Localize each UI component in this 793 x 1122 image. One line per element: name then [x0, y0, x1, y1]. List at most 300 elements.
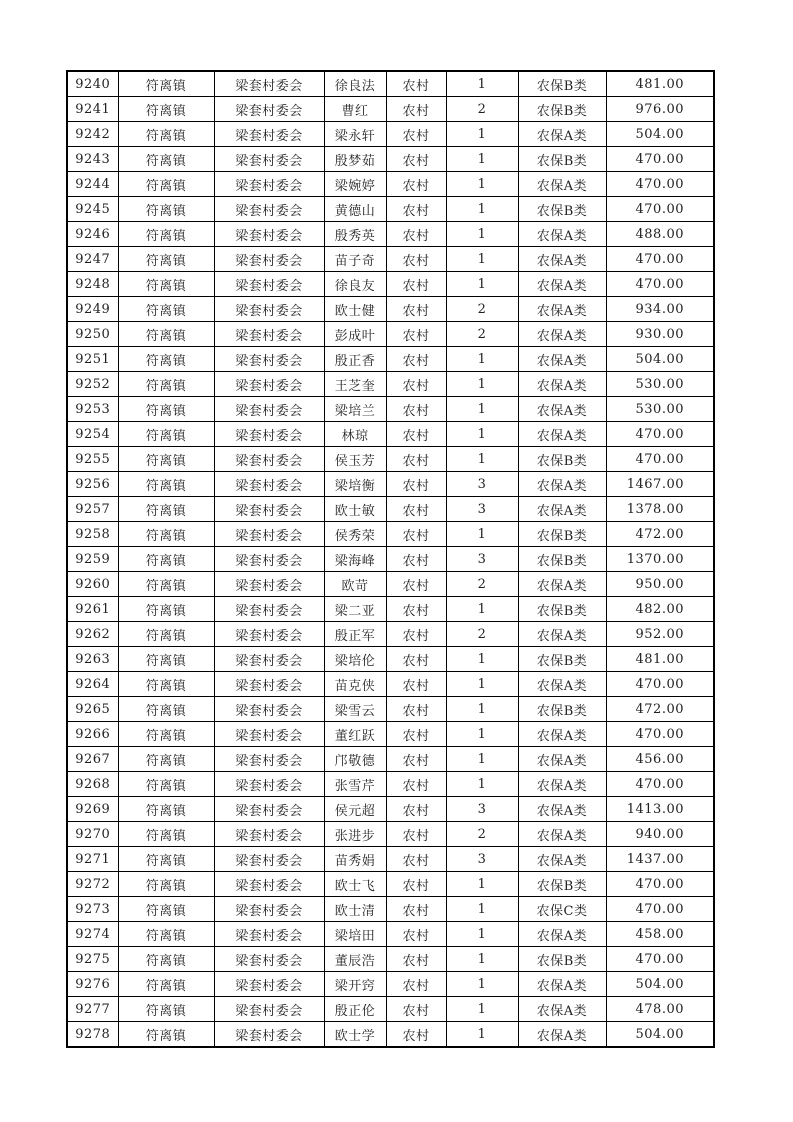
insurance-type-cell: 农保A类 [518, 347, 606, 372]
amount-cell: 470.00 [606, 147, 714, 172]
amount-cell: 470.00 [606, 772, 714, 797]
village-cell: 梁套村委会 [214, 197, 324, 222]
residence-cell: 农村 [386, 522, 446, 547]
name-cell: 梁永轩 [324, 122, 386, 147]
name-cell: 苗秀娟 [324, 847, 386, 872]
town-cell: 符离镇 [118, 197, 214, 222]
residence-cell: 农村 [386, 222, 446, 247]
amount-cell: 470.00 [606, 947, 714, 972]
village-cell: 梁套村委会 [214, 922, 324, 947]
count-cell: 1 [446, 247, 518, 272]
table-row [67, 997, 714, 1022]
village-cell: 梁套村委会 [214, 647, 324, 672]
name-cell: 梁培伦 [324, 647, 386, 672]
village-cell: 梁套村委会 [214, 122, 324, 147]
amount-cell: 488.00 [606, 222, 714, 247]
amount-cell: 472.00 [606, 697, 714, 722]
name-cell: 邝敬德 [324, 747, 386, 772]
village-cell: 梁套村委会 [214, 872, 324, 897]
serial-cell: 9252 [67, 372, 118, 397]
name-cell: 欧士飞 [324, 872, 386, 897]
insurance-type-cell: 农保A类 [518, 572, 606, 597]
table-row [67, 697, 714, 722]
village-cell: 梁套村委会 [214, 747, 324, 772]
amount-cell: 504.00 [606, 347, 714, 372]
residence-cell: 农村 [386, 472, 446, 497]
table-row [67, 647, 714, 672]
insurance-type-cell: 农保A类 [518, 822, 606, 847]
table-row [67, 897, 714, 922]
residence-cell: 农村 [386, 71, 446, 97]
town-cell: 符离镇 [118, 847, 214, 872]
town-cell: 符离镇 [118, 697, 214, 722]
town-cell: 符离镇 [118, 522, 214, 547]
town-cell: 符离镇 [118, 172, 214, 197]
amount-cell: 976.00 [606, 97, 714, 122]
count-cell: 1 [446, 272, 518, 297]
serial-cell: 9256 [67, 472, 118, 497]
name-cell: 梁开窍 [324, 972, 386, 997]
amount-cell: 478.00 [606, 997, 714, 1022]
serial-cell: 9278 [67, 1022, 118, 1048]
residence-cell: 农村 [386, 697, 446, 722]
name-cell: 张进步 [324, 822, 386, 847]
count-cell: 3 [446, 847, 518, 872]
amount-cell: 470.00 [606, 272, 714, 297]
insurance-type-cell: 农保A类 [518, 997, 606, 1022]
insurance-type-cell: 农保A类 [518, 322, 606, 347]
town-cell: 符离镇 [118, 372, 214, 397]
amount-cell: 1413.00 [606, 797, 714, 822]
table-row [67, 872, 714, 897]
village-cell: 梁套村委会 [214, 397, 324, 422]
insurance-type-cell: 农保A类 [518, 397, 606, 422]
table-row [67, 522, 714, 547]
amount-cell: 530.00 [606, 397, 714, 422]
town-cell: 符离镇 [118, 972, 214, 997]
count-cell: 1 [446, 422, 518, 447]
amount-cell: 470.00 [606, 872, 714, 897]
serial-cell: 9241 [67, 97, 118, 122]
village-cell: 梁套村委会 [214, 472, 324, 497]
town-cell: 符离镇 [118, 297, 214, 322]
village-cell: 梁套村委会 [214, 622, 324, 647]
town-cell: 符离镇 [118, 922, 214, 947]
residence-cell: 农村 [386, 547, 446, 572]
village-cell: 梁套村委会 [214, 547, 324, 572]
residence-cell: 农村 [386, 147, 446, 172]
table-row [67, 572, 714, 597]
village-cell: 梁套村委会 [214, 772, 324, 797]
residence-cell: 农村 [386, 297, 446, 322]
table-row [67, 922, 714, 947]
insurance-type-cell: 农保A类 [518, 622, 606, 647]
amount-cell: 458.00 [606, 922, 714, 947]
amount-cell: 481.00 [606, 647, 714, 672]
village-cell: 梁套村委会 [214, 597, 324, 622]
village-cell: 梁套村委会 [214, 422, 324, 447]
count-cell: 1 [446, 372, 518, 397]
name-cell: 梁婉婷 [324, 172, 386, 197]
name-cell: 欧士清 [324, 897, 386, 922]
insurance-type-cell: 农保B类 [518, 647, 606, 672]
insurance-type-cell: 农保A类 [518, 122, 606, 147]
serial-cell: 9240 [67, 71, 118, 97]
serial-cell: 9260 [67, 572, 118, 597]
amount-cell: 456.00 [606, 747, 714, 772]
name-cell: 黄德山 [324, 197, 386, 222]
town-cell: 符离镇 [118, 272, 214, 297]
serial-cell: 9275 [67, 947, 118, 972]
count-cell: 2 [446, 622, 518, 647]
insurance-type-cell: 农保B类 [518, 597, 606, 622]
residence-cell: 农村 [386, 347, 446, 372]
amount-cell: 504.00 [606, 1022, 714, 1048]
town-cell: 符离镇 [118, 822, 214, 847]
insurance-type-cell: 农保A类 [518, 1022, 606, 1048]
count-cell: 1 [446, 647, 518, 672]
town-cell: 符离镇 [118, 147, 214, 172]
table-row [67, 722, 714, 747]
serial-cell: 9242 [67, 122, 118, 147]
count-cell: 2 [446, 297, 518, 322]
town-cell: 符离镇 [118, 397, 214, 422]
insurance-type-cell: 农保A类 [518, 372, 606, 397]
residence-cell: 农村 [386, 97, 446, 122]
table-row [67, 147, 714, 172]
name-cell: 殷正香 [324, 347, 386, 372]
serial-cell: 9258 [67, 522, 118, 547]
village-cell: 梁套村委会 [214, 697, 324, 722]
insurance-type-cell: 农保A类 [518, 422, 606, 447]
count-cell: 1 [446, 71, 518, 97]
town-cell: 符离镇 [118, 772, 214, 797]
serial-cell: 9267 [67, 747, 118, 772]
serial-cell: 9263 [67, 647, 118, 672]
serial-cell: 9251 [67, 347, 118, 372]
serial-cell: 9250 [67, 322, 118, 347]
amount-cell: 470.00 [606, 897, 714, 922]
table-row [67, 822, 714, 847]
residence-cell: 农村 [386, 772, 446, 797]
table-row [67, 322, 714, 347]
table-row [67, 947, 714, 972]
village-cell: 梁套村委会 [214, 847, 324, 872]
town-cell: 符离镇 [118, 1022, 214, 1048]
name-cell: 梁培衡 [324, 472, 386, 497]
table-row [67, 247, 714, 272]
amount-cell: 504.00 [606, 972, 714, 997]
table-row [67, 497, 714, 522]
count-cell: 1 [446, 697, 518, 722]
insurance-type-cell: 农保A类 [518, 722, 606, 747]
amount-cell: 1437.00 [606, 847, 714, 872]
serial-cell: 9264 [67, 672, 118, 697]
serial-cell: 9247 [67, 247, 118, 272]
town-cell: 符离镇 [118, 347, 214, 372]
village-cell: 梁套村委会 [214, 722, 324, 747]
name-cell: 欧士敏 [324, 497, 386, 522]
residence-cell: 农村 [386, 972, 446, 997]
amount-cell: 952.00 [606, 622, 714, 647]
name-cell: 梁海峰 [324, 547, 386, 572]
table-row [67, 447, 714, 472]
insurance-type-cell: 农保B类 [518, 522, 606, 547]
table-row [67, 97, 714, 122]
serial-cell: 9254 [67, 422, 118, 447]
amount-cell: 934.00 [606, 297, 714, 322]
table-row [67, 297, 714, 322]
village-cell: 梁套村委会 [214, 247, 324, 272]
insurance-type-cell: 农保B类 [518, 872, 606, 897]
residence-cell: 农村 [386, 922, 446, 947]
count-cell: 1 [446, 197, 518, 222]
amount-cell: 470.00 [606, 422, 714, 447]
count-cell: 2 [446, 572, 518, 597]
serial-cell: 9249 [67, 297, 118, 322]
table-row [67, 972, 714, 997]
village-cell: 梁套村委会 [214, 447, 324, 472]
village-cell: 梁套村委会 [214, 71, 324, 97]
village-cell: 梁套村委会 [214, 147, 324, 172]
table-row [67, 797, 714, 822]
residence-cell: 农村 [386, 322, 446, 347]
insurance-type-cell: 农保A类 [518, 222, 606, 247]
count-cell: 2 [446, 822, 518, 847]
town-cell: 符离镇 [118, 547, 214, 572]
amount-cell: 470.00 [606, 447, 714, 472]
residence-cell: 农村 [386, 497, 446, 522]
count-cell: 1 [446, 122, 518, 147]
amount-cell: 472.00 [606, 522, 714, 547]
insurance-type-cell: 农保A类 [518, 297, 606, 322]
amount-cell: 470.00 [606, 172, 714, 197]
village-cell: 梁套村委会 [214, 1022, 324, 1048]
amount-cell: 482.00 [606, 597, 714, 622]
town-cell: 符离镇 [118, 247, 214, 272]
insurance-type-cell: 农保B类 [518, 547, 606, 572]
count-cell: 1 [446, 597, 518, 622]
town-cell: 符离镇 [118, 872, 214, 897]
residence-cell: 农村 [386, 247, 446, 272]
residence-cell: 农村 [386, 372, 446, 397]
serial-cell: 9243 [67, 147, 118, 172]
amount-cell: 530.00 [606, 372, 714, 397]
town-cell: 符离镇 [118, 597, 214, 622]
serial-cell: 9276 [67, 972, 118, 997]
town-cell: 符离镇 [118, 647, 214, 672]
name-cell: 殷秀英 [324, 222, 386, 247]
town-cell: 符离镇 [118, 897, 214, 922]
amount-cell: 470.00 [606, 247, 714, 272]
amount-cell: 470.00 [606, 672, 714, 697]
table-row [67, 397, 714, 422]
amount-cell: 930.00 [606, 322, 714, 347]
insurance-type-cell: 农保A类 [518, 847, 606, 872]
town-cell: 符离镇 [118, 447, 214, 472]
name-cell: 徐良友 [324, 272, 386, 297]
table-row [67, 1022, 714, 1048]
amount-cell: 950.00 [606, 572, 714, 597]
town-cell: 符离镇 [118, 797, 214, 822]
town-cell: 符离镇 [118, 222, 214, 247]
village-cell: 梁套村委会 [214, 947, 324, 972]
table-row [67, 597, 714, 622]
residence-cell: 农村 [386, 747, 446, 772]
beneficiary-table [66, 70, 715, 1048]
residence-cell: 农村 [386, 197, 446, 222]
serial-cell: 9268 [67, 772, 118, 797]
insurance-type-cell: 农保B类 [518, 697, 606, 722]
table-row [67, 172, 714, 197]
name-cell: 曹红 [324, 97, 386, 122]
insurance-type-cell: 农保B类 [518, 447, 606, 472]
residence-cell: 农村 [386, 1022, 446, 1048]
amount-cell: 1370.00 [606, 547, 714, 572]
serial-cell: 9245 [67, 197, 118, 222]
table-row [67, 472, 714, 497]
name-cell: 侯玉芳 [324, 447, 386, 472]
serial-cell: 9265 [67, 697, 118, 722]
count-cell: 1 [446, 222, 518, 247]
count-cell: 2 [446, 97, 518, 122]
table-row [67, 222, 714, 247]
insurance-type-cell: 农保C类 [518, 897, 606, 922]
name-cell: 欧苛 [324, 572, 386, 597]
insurance-type-cell: 农保B类 [518, 947, 606, 972]
name-cell: 彭成叶 [324, 322, 386, 347]
residence-cell: 农村 [386, 672, 446, 697]
count-cell: 3 [446, 472, 518, 497]
town-cell: 符离镇 [118, 997, 214, 1022]
serial-cell: 9277 [67, 997, 118, 1022]
serial-cell: 9271 [67, 847, 118, 872]
town-cell: 符离镇 [118, 722, 214, 747]
village-cell: 梁套村委会 [214, 222, 324, 247]
insurance-type-cell: 农保A类 [518, 272, 606, 297]
insurance-type-cell: 农保A类 [518, 672, 606, 697]
village-cell: 梁套村委会 [214, 897, 324, 922]
name-cell: 王芝奎 [324, 372, 386, 397]
town-cell: 符离镇 [118, 747, 214, 772]
serial-cell: 9272 [67, 872, 118, 897]
count-cell: 1 [446, 772, 518, 797]
residence-cell: 农村 [386, 397, 446, 422]
serial-cell: 9274 [67, 922, 118, 947]
serial-cell: 9270 [67, 822, 118, 847]
town-cell: 符离镇 [118, 622, 214, 647]
insurance-type-cell: 农保A类 [518, 497, 606, 522]
serial-cell: 9253 [67, 397, 118, 422]
village-cell: 梁套村委会 [214, 572, 324, 597]
insurance-type-cell: 农保B类 [518, 71, 606, 97]
name-cell: 梁二亚 [324, 597, 386, 622]
count-cell: 1 [446, 922, 518, 947]
count-cell: 1 [446, 347, 518, 372]
count-cell: 1 [446, 872, 518, 897]
insurance-type-cell: 农保A类 [518, 972, 606, 997]
town-cell: 符离镇 [118, 422, 214, 447]
table-row [67, 122, 714, 147]
table-row [67, 197, 714, 222]
insurance-type-cell: 农保A类 [518, 172, 606, 197]
count-cell: 1 [446, 972, 518, 997]
village-cell: 梁套村委会 [214, 297, 324, 322]
table-row [67, 372, 714, 397]
table-row [67, 747, 714, 772]
serial-cell: 9262 [67, 622, 118, 647]
residence-cell: 农村 [386, 647, 446, 672]
name-cell: 董辰浩 [324, 947, 386, 972]
village-cell: 梁套村委会 [214, 522, 324, 547]
serial-cell: 9248 [67, 272, 118, 297]
name-cell: 欧士健 [324, 297, 386, 322]
residence-cell: 农村 [386, 822, 446, 847]
serial-cell: 9269 [67, 797, 118, 822]
table-row [67, 422, 714, 447]
village-cell: 梁套村委会 [214, 372, 324, 397]
name-cell: 苗子奇 [324, 247, 386, 272]
serial-cell: 9246 [67, 222, 118, 247]
village-cell: 梁套村委会 [214, 497, 324, 522]
amount-cell: 470.00 [606, 722, 714, 747]
amount-cell: 940.00 [606, 822, 714, 847]
name-cell: 侯秀荣 [324, 522, 386, 547]
village-cell: 梁套村委会 [214, 97, 324, 122]
name-cell: 苗克侠 [324, 672, 386, 697]
village-cell: 梁套村委会 [214, 172, 324, 197]
insurance-type-cell: 农保A类 [518, 772, 606, 797]
serial-cell: 9273 [67, 897, 118, 922]
count-cell: 1 [446, 1022, 518, 1048]
village-cell: 梁套村委会 [214, 272, 324, 297]
residence-cell: 农村 [386, 797, 446, 822]
insurance-type-cell: 农保A类 [518, 747, 606, 772]
count-cell: 1 [446, 672, 518, 697]
residence-cell: 农村 [386, 422, 446, 447]
count-cell: 1 [446, 947, 518, 972]
amount-cell: 470.00 [606, 197, 714, 222]
residence-cell: 农村 [386, 872, 446, 897]
count-cell: 1 [446, 997, 518, 1022]
village-cell: 梁套村委会 [214, 972, 324, 997]
count-cell: 1 [446, 172, 518, 197]
count-cell: 1 [446, 897, 518, 922]
name-cell: 梁培兰 [324, 397, 386, 422]
insurance-type-cell: 农保A类 [518, 922, 606, 947]
village-cell: 梁套村委会 [214, 797, 324, 822]
town-cell: 符离镇 [118, 322, 214, 347]
name-cell: 殷梦茹 [324, 147, 386, 172]
serial-cell: 9255 [67, 447, 118, 472]
amount-cell: 481.00 [606, 71, 714, 97]
amount-cell: 1378.00 [606, 497, 714, 522]
residence-cell: 农村 [386, 622, 446, 647]
insurance-type-cell: 农保A类 [518, 247, 606, 272]
count-cell: 1 [446, 722, 518, 747]
village-cell: 梁套村委会 [214, 672, 324, 697]
name-cell: 董红跃 [324, 722, 386, 747]
residence-cell: 农村 [386, 847, 446, 872]
table-row [67, 622, 714, 647]
serial-cell: 9244 [67, 172, 118, 197]
insurance-type-cell: 农保B类 [518, 97, 606, 122]
residence-cell: 农村 [386, 722, 446, 747]
count-cell: 3 [446, 497, 518, 522]
serial-cell: 9261 [67, 597, 118, 622]
name-cell: 梁雪云 [324, 697, 386, 722]
count-cell: 1 [446, 147, 518, 172]
